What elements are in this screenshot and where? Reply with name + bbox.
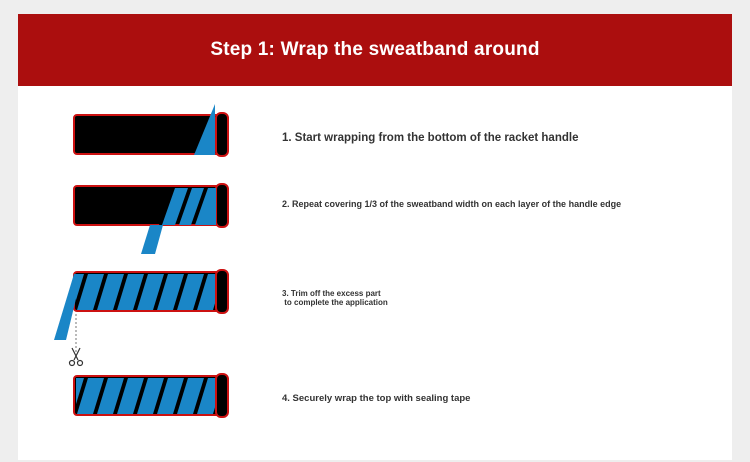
handle-butt-cap	[216, 184, 228, 227]
step-1-figure	[74, 104, 228, 156]
step-3-text-line-1: 3. Trim off the excess part	[282, 289, 381, 298]
step-2-text: 2. Repeat covering 1/3 of the sweatband width on each layer of the handle edge	[282, 199, 622, 209]
step-3-text	[282, 289, 388, 307]
handle-butt-cap	[216, 270, 228, 313]
step-3-text-line-2: to complete the application	[282, 298, 388, 307]
instruction-card	[18, 14, 732, 460]
handle-butt-cap	[216, 374, 228, 417]
step-4-text: 4. Securely wrap the top with sealing tape	[282, 393, 471, 404]
step-1-text: 1. Start wrapping from the bottom of the racket handle	[282, 132, 579, 144]
sweatband-tail	[141, 225, 163, 254]
step-3-figure	[54, 270, 228, 366]
page-title: Step 1: Wrap the sweatband around	[210, 39, 540, 60]
step-2-figure	[74, 184, 228, 254]
step-4-figure	[68, 374, 228, 417]
handle-butt-cap	[216, 113, 228, 156]
